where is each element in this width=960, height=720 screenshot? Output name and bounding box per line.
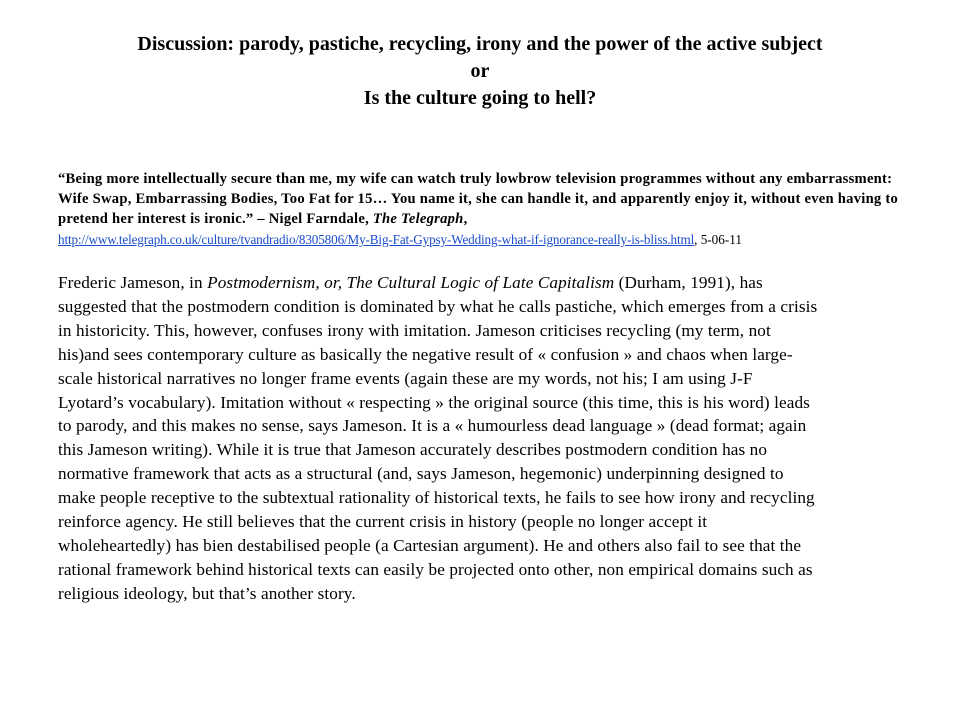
epigraph-quote [58, 169, 920, 229]
quote-publication: The Telegraph [372, 211, 464, 227]
slide-title [40, 31, 920, 112]
body-line: to parody, and this makes no sense, says Jameson. It is a « humourless dead language » (dead format; again [58, 416, 807, 436]
body-line-1-prefix: Frederic Jameson, in [58, 273, 208, 292]
body-line: normative framework that acts as a structural (and, says Jameson, hegemonic) underpinning designed to [58, 464, 784, 484]
title-line-or: or [470, 60, 490, 82]
quote-source [58, 231, 928, 249]
body-line: his)and sees contemporary culture as basically the negative result of « confusion » and chaos when large- [58, 344, 793, 364]
body-paragraph [58, 271, 938, 606]
body-line: Lyotard’s vocabulary). Imitation without « respecting » the original source (this time, this is his word) leads [58, 392, 810, 412]
body-line-1-suffix: (Durham, 1991), has [614, 273, 763, 292]
body-line: suggested that the postmodern condition is dominated by what he calls pastiche, which emerges from a crisis [58, 296, 818, 316]
source-date: , 5-06-11 [694, 232, 742, 247]
body-line-1 [58, 271, 938, 295]
quote-text-end: , [463, 211, 468, 227]
body-line: scale historical narratives no longer frame events (again these are my words, not his; I am using J-F [58, 368, 753, 388]
body-line: wholeheartedly) has bien destabilised people (a Cartesian argument). He and others also fail to see that the [58, 535, 802, 555]
body-line: make people receptive to the subtextual rationality of historical texts, he fails to see how irony and recycling [58, 488, 815, 508]
body-line: this Jameson writing). While it is true that Jameson accurately describes postmodern condition has no [58, 440, 768, 460]
book-title: Postmodernism, or, The Cultural Logic of Late Capitalism [207, 273, 615, 292]
body-line: rational framework behind historical texts can easily be projected onto other, non empirical domains such as [58, 559, 813, 579]
body-line: religious ideology, but that’s another story. [58, 583, 356, 603]
body-line: reinforce agency. He still believes that the current crisis in history (people no longer accept it [58, 512, 708, 532]
quote-text: “Being more intellectually secure than me, my wife can watch truly lowbrow television programmes without any embarrassment: Wife Swap, Embarrassing Bodies, Too Fat for 15… You name it, she can handle it, and apparently enjoy it, without even having to pretend her interest is ironic.” – Nigel Farndale, [58, 171, 899, 227]
title-line-question: Is the culture going to hell? [363, 87, 597, 109]
source-link[interactable]: http://www.telegraph.co.uk/culture/tvandradio/8305806/My-Big-Fat-Gypsy-Wedding-what-if-ignorance-really-is-bliss.html [58, 232, 695, 247]
title-line-main: Discussion: parody, pastiche, recycling, irony and the power of the active subject [137, 33, 823, 55]
body-line: in historicity. This, however, confuses irony with imitation. Jameson criticises recycling (my term, not [58, 320, 771, 340]
